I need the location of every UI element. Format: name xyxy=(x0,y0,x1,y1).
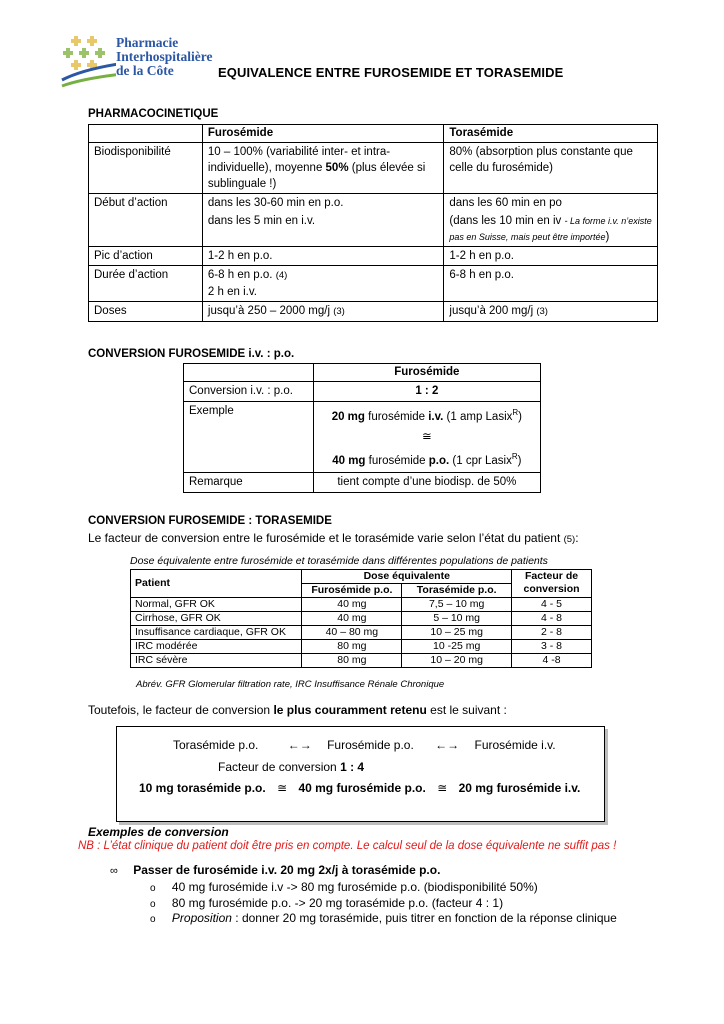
dose-cell-factor: 2 - 8 xyxy=(512,626,592,640)
conv-example-label: Exemple xyxy=(184,402,314,473)
equivalence-box xyxy=(116,726,605,822)
pk-bio-label: Biodisponibilité xyxy=(89,143,203,194)
dose-cell-tora: 10 – 25 mg xyxy=(402,626,512,640)
pk-bio-furo: 10 – 100% (variabilité inter- et intra-individuelle), moyenne 50% (plus élevée si sublinguale !) xyxy=(202,143,443,194)
circle-bullet-icon: o xyxy=(150,899,156,910)
dose-table-caption: Dose équivalente entre furosémide et torasémide dans différentes populations de patients xyxy=(130,555,548,567)
pk-row-peak xyxy=(89,247,658,266)
pk-row-onset xyxy=(89,194,658,247)
dose-cell-tora: 7,5 – 10 mg xyxy=(402,598,512,612)
pk-onset-tora: dans les 60 min en po (dans les 10 min en iv - La forme i.v. n’existe pas en Suisse, mais peut être importée) xyxy=(444,194,658,247)
conv-remark-label: Remarque xyxy=(184,472,314,492)
examples-heading: Exemples de conversion xyxy=(88,825,229,839)
conv-row-remark xyxy=(184,472,541,492)
table-row xyxy=(131,640,592,654)
equiv-line-2: Facteur de conversion 1 : 4 xyxy=(218,760,365,774)
pk-duration-label: Durée d’action xyxy=(89,266,203,302)
dose-cell-factor: 4 -8 xyxy=(512,654,592,668)
dose-cell-tora: 10 – 20 mg xyxy=(402,654,512,668)
example-sub-1: o 40 mg furosémide i.v -> 80 mg furosémide p.o. (biodisponibilité 50%) xyxy=(150,880,538,894)
dose-cell-furo: 40 mg xyxy=(302,612,402,626)
pk-row-bio xyxy=(89,143,658,194)
dose-cell-furo: 40 mg xyxy=(302,598,402,612)
pk-onset-furo: dans les 30-60 min en p.o. dans les 5 min en i.v. xyxy=(202,194,443,247)
dose-header-dose: Dose équivalente xyxy=(302,570,512,584)
dose-header-factor: Facteur de conversion xyxy=(512,570,592,598)
pk-heading: PHARMACOCINETIQUE xyxy=(88,108,219,120)
dose-cell-patient: Cirrhose, GFR OK xyxy=(131,612,302,626)
double-arrow-icon: ←→ xyxy=(287,738,312,752)
pharmacy-logo xyxy=(60,30,220,90)
logo-line-2: Interhospitalière xyxy=(116,49,213,64)
dose-table xyxy=(130,569,592,668)
pk-peak-tora: 1-2 h en p.o. xyxy=(444,247,658,266)
pk-peak-furo: 1-2 h en p.o. xyxy=(202,247,443,266)
pk-header-row xyxy=(89,125,658,143)
dose-abbrev: Abrév. GFR Glomerular filtration rate, IRC Insuffisance Rénale Chronique xyxy=(136,679,445,690)
pk-row-duration xyxy=(89,266,658,302)
conv-ivpo-table xyxy=(183,363,541,493)
dose-cell-factor: 4 - 8 xyxy=(512,612,592,626)
infinity-bullet-icon: ∞ xyxy=(110,865,118,877)
table-row xyxy=(131,654,592,668)
equiv-line-1: Torasémide p.o. ←→ Furosémide p.o. ←→ Furosémide i.v. xyxy=(173,738,556,752)
table-row xyxy=(131,612,592,626)
dose-cell-patient: Insuffisance cardiaque, GFR OK xyxy=(131,626,302,640)
example-bullet: ∞ Passer de furosémide i.v. 20 mg 2x/j à torasémide p.o. xyxy=(110,863,441,877)
dose-cell-factor: 4 - 5 xyxy=(512,598,592,612)
dose-cell-patient: IRC sévère xyxy=(131,654,302,668)
pk-doses-tora: jusqu’à 200 mg/j (3) xyxy=(444,302,658,322)
logo-line-1: Pharmacie xyxy=(116,35,179,50)
conv-ivpo-heading: CONVERSION FUROSEMIDE i.v. : p.o. xyxy=(88,348,295,360)
example-sub-2: o 80 mg furosémide p.o. -> 20 mg torasémide p.o. (facteur 4 : 1) xyxy=(150,896,504,910)
conv-ratio-label: Conversion i.v. : p.o. xyxy=(184,382,314,402)
dose-header-row-1 xyxy=(131,570,592,584)
dose-cell-furo: 80 mg xyxy=(302,654,402,668)
dose-cell-tora: 5 – 10 mg xyxy=(402,612,512,626)
dose-header-patient: Patient xyxy=(131,570,302,598)
usual-factor-text: Toutefois, le facteur de conversion le plus couramment retenu est le suivant : xyxy=(88,703,507,717)
pk-doses-label: Doses xyxy=(89,302,203,322)
table-row xyxy=(131,598,592,612)
conv-example-value: 20 mg furosémide i.v. (1 amp Lasix$^R$) ≅ 40 mg furosémide p.o. (1 cpr Lasix$^R$) xyxy=(313,402,540,473)
pk-bio-tora: 80% (absorption plus constante que celle du furosémide) xyxy=(444,143,658,194)
pk-header-furo: Furosémide xyxy=(202,125,443,143)
pk-doses-furo: jusqu’à 250 – 2000 mg/j (3) xyxy=(202,302,443,322)
table-row xyxy=(131,626,592,640)
conv-remark-value: tient compte d’une biodisp. de 50% xyxy=(313,472,540,492)
conv-ft-intro: Le facteur de conversion entre le furosémide et le torasémide varie selon l’état du patient (5): xyxy=(88,531,579,545)
equiv-line-3: 10 mg torasémide p.o. ≅ 40 mg furosémide p.o. ≅ 20 mg furosémide i.v. xyxy=(139,781,581,795)
double-arrow-icon: ←→ xyxy=(435,738,460,752)
conv-header-furo: Furosémide xyxy=(313,364,540,382)
conv-ratio-value: 1 : 2 xyxy=(313,382,540,402)
dose-cell-patient: IRC modérée xyxy=(131,640,302,654)
conv-row-example xyxy=(184,402,541,473)
pk-duration-furo: 6-8 h en p.o. (4) 2 h en i.v. xyxy=(202,266,443,302)
examples-nb: NB : L’état clinique du patient doit être pris en compte. Le calcul seul de la dose équivalente ne suffit pas ! xyxy=(78,840,617,852)
pk-row-doses xyxy=(89,302,658,322)
dose-cell-furo: 80 mg xyxy=(302,640,402,654)
logo-text xyxy=(116,36,213,78)
pk-header-tora: Torasémide xyxy=(444,125,658,143)
logo-crosses-icon xyxy=(60,30,116,90)
pk-peak-label: Pic d’action xyxy=(89,247,203,266)
page-title: EQUIVALENCE ENTRE FUROSEMIDE ET TORASEMIDE xyxy=(218,65,564,80)
pk-onset-label: Début d’action xyxy=(89,194,203,247)
dose-cell-tora: 10 -25 mg xyxy=(402,640,512,654)
logo-line-3: de la Côte xyxy=(116,63,174,78)
dose-header-furo: Furosémide p.o. xyxy=(302,584,402,598)
dose-cell-factor: 3 - 8 xyxy=(512,640,592,654)
conv-ft-heading: CONVERSION FUROSEMIDE : TORASEMIDE xyxy=(88,515,332,527)
pk-header-empty xyxy=(89,125,203,143)
circle-bullet-icon: o xyxy=(150,883,156,894)
pk-duration-tora: 6-8 h en p.o. xyxy=(444,266,658,302)
dose-header-tora: Torasémide p.o. xyxy=(402,584,512,598)
conv-header-row xyxy=(184,364,541,382)
pk-table xyxy=(88,124,658,322)
example-sub-3: o Proposition : donner 20 mg torasémide, puis titrer en fonction de la réponse clinique xyxy=(150,911,617,925)
conv-row-ratio xyxy=(184,382,541,402)
circle-bullet-icon: o xyxy=(150,914,156,925)
conv-header-empty xyxy=(184,364,314,382)
dose-cell-furo: 40 – 80 mg xyxy=(302,626,402,640)
dose-cell-patient: Normal, GFR OK xyxy=(131,598,302,612)
